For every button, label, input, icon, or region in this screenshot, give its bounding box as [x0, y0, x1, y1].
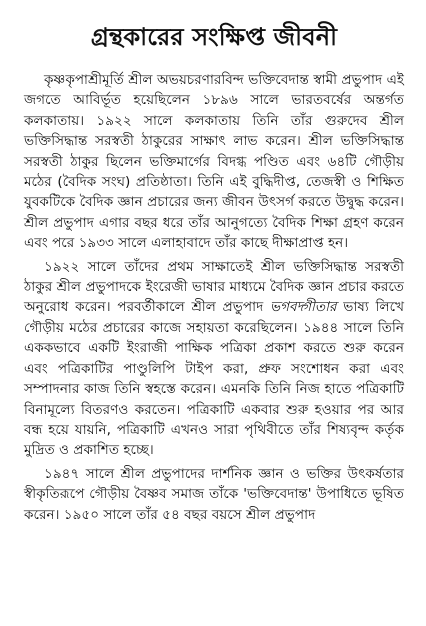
paragraph-2-text-end: ভাষ্য লিখে গৌড়ীয় মঠের প্রচারের কাজে সহায়তা করেছিলেন। ১৯৪৪ সালে তিনি এককভাবে একটি ইংরাজী পাক্ষিক পত্রিকা প্রকাশ করতে শুরু করেন এবং পত্রিকাটির পাণ্ডুলিপি টাইপ করা, প্রুফ সংশোধন করা এবং সম্পাদনার কাজ তিনি স্বহস্তে করেন। এমনকি তিনি নিজ হাতে পত্রিকাটি বিনামূল্যে বিতরণও করতেন। পত্রিকাটি একবার শুরু হওয়ার পর আর বন্ধ হয়ে যায়নি, পত্রিকাটি এখনও সারা পৃথিবীতে তাঁর শিষ্যবৃন্দ কর্তৃক মুদ্রিত ও প্রকাশিত হচ্ছে।	[24, 299, 404, 459]
paragraph-3: ১৯৪৭ সালে শ্রীল প্রভুপাদের দার্শনিক জ্ঞান ও ভক্তির উৎকর্ষতার স্বীকৃতিরূপে গৌড়ীয় বৈষ্ণব সমাজ তাঁকে 'ভক্তিবেদান্ত' উপাধিতে ভূষিত করেন। ১৯৫০ সালে তাঁর ৫৪ বছর বয়সে শ্রীল প্রভুপাদ	[24, 465, 404, 523]
paragraph-2-emphasis: ভগবদ্গীতার	[270, 299, 337, 316]
paragraph-1: কৃষ্ণকৃপাশ্রীমূর্তি শ্রীল অভয়চরণারবিন্দ ভক্তিবেদান্ত স্বামী প্রভুপাদ এই জগতে আবির্ভূত হয়েছিলেন ১৮৯৬ সালে ভারতবর্ষের অন্তর্গত কলকাতায়। ১৯২২ সালে কলকাতায় তিনি তাঁর গুরুদেব শ্রীল ভক্তিসিদ্ধান্ত সরস্বতী ঠাকুরের সাক্ষাৎ লাভ করেন। শ্রীল ভক্তিসিদ্ধান্ত সরস্বতী ঠাকুর ছিলেন ভক্তিমার্গের বিদগ্ধ পণ্ডিত এবং ৬৪টি গৌড়ীয় মঠের (বৈদিক সংঘ) প্রতিষ্ঠাতা। তিনি এই বুদ্ধিদীপ্ত, তেজস্বী ও শিক্ষিত যুবকটিকে বৈদিক জ্ঞান প্রচারের জন্য জীবন উৎসর্গ করতে উদ্বুদ্ধ করেন। শ্রীল প্রভুপাদ এগার বছর ধরে তাঁর আনুগত্যে বৈদিক শিক্ষা গ্রহণ করেন এবং পরে ১৯৩৩ সালে এলাহাবাদে তাঁর কাছে দীক্ষাপ্রাপ্ত হন।	[24, 72, 404, 252]
paragraph-2	[24, 257, 404, 461]
page-title: গ্রন্থকারের সংক্ষিপ্ত জীবনী	[90, 23, 338, 51]
paragraph-2-text-start: ১৯২২ সালে তাঁদের প্রথম সাক্ষাতেই শ্রীল ভক্তিসিদ্ধান্ত সরস্বতী ঠাকুর শ্রীল প্রভুপাদকে ইংরেজী ভাষার মাধ্যমে বৈদিক জ্ঞান প্রচার করতে অনুরোধ করেন। পরবর্তীকালে শ্রীল প্রভুপাদ	[24, 258, 404, 316]
